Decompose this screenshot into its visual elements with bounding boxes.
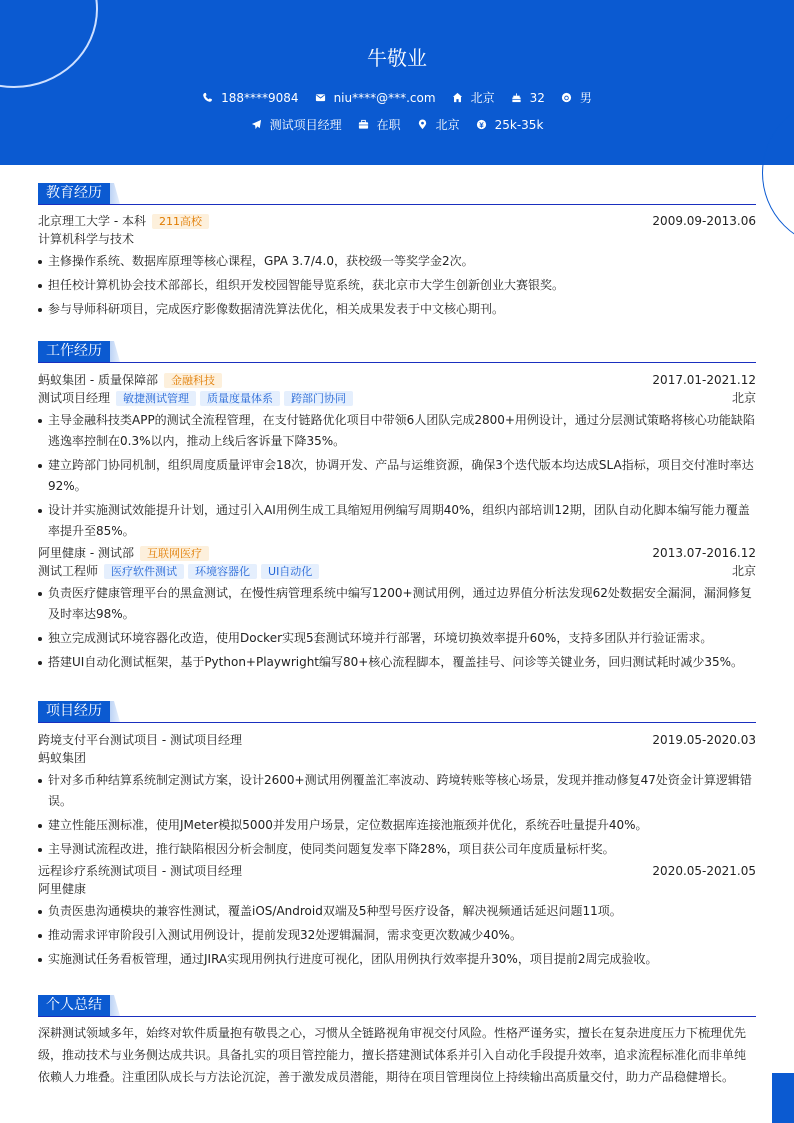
summary-section (38, 995, 756, 1088)
home-icon (452, 92, 463, 103)
list-item: 参与导师科研项目，完成医疗影像数据清洗算法优化，相关成果发表于中文核心期刊。 (38, 299, 756, 320)
salary-item: 25k-35k (476, 118, 544, 132)
job-role-row (38, 389, 756, 407)
cake-icon (511, 92, 522, 103)
gender-item: 男 (561, 89, 592, 106)
industry-tag: 互联网医疗 (140, 546, 209, 561)
status-item: 在职 (358, 116, 401, 133)
list-item: 设计并实施测试效能提升计划，通过引入AI用例生成工具缩短用例编写周期40%，组织内部培训12期，团队自动化脚本编写能力覆盖率提升至85%。 (38, 500, 756, 542)
school-name: 北京理工大学 - 本科 (38, 214, 146, 228)
list-item: 建立性能压测标准，使用JMeter模拟5000并发用户场景，定位数据库连接池瓶颈并优化，系统吞吐量提升40%。 (38, 815, 756, 836)
gender-icon (561, 92, 572, 103)
money-icon (476, 119, 487, 130)
residence-item: 北京 (452, 89, 495, 106)
job-date: 2013.07-2016.12 (652, 546, 756, 560)
list-item: 负责医疗健康管理平台的黑盒测试，在慢性病管理系统中编写1200+测试用例，通过边界值分析法发现62处数据安全漏洞，漏洞修复及时率达98%。 (38, 583, 756, 625)
project-name: 远程诊疗系统测试项目 - 测试项目经理 (38, 864, 242, 878)
resume-header (0, 0, 794, 165)
project-bullets (38, 901, 756, 970)
target-city-item: 北京 (417, 116, 460, 133)
list-item: 实施测试任务看板管理，通过JIRA实现用例执行进度可视化，团队用例执行效率提升30%，项目提前2周完成验收。 (38, 949, 756, 970)
section-title: 个人总结 (38, 995, 756, 1017)
list-item: 建立跨部门协同机制，组织周度质量评审会18次，协调开发、产品与运维资源，确保3个迭代版本均达成SLA指标，项目交付准时率达92%。 (38, 455, 756, 497)
skill-tag: UI自动化 (261, 564, 319, 579)
list-item: 主修操作系统、数据库原理等核心课程，GPA 3.7/4.0，获校级一等奖学金2次。 (38, 251, 756, 272)
summary-text: 深耕测试领域多年，始终对软件质量抱有敬畏之心，习惯从全链路视角审视交付风险。性格严谨务实，擅长在复杂进度压力下梳理优先级，推动技术与业务侧达成共识。具备扎实的项目管控能力，擅长搭建测试体系并引入自动化手段提升效率，追求流程标准化而非单纯依赖人力堆叠。注重团队成长与方法论沉淀，善于激发成员潜能，期待在项目管理岗位上持续输出高质量交付，助力产品稳健增长。 (38, 1026, 747, 1084)
list-item: 主导测试流程改进，推行缺陷根因分析会制度，使同类问题复发率下降28%，项目获公司年度质量标杆奖。 (38, 839, 756, 860)
industry-tag: 金融科技 (164, 373, 222, 388)
skill-tag: 跨部门协同 (284, 391, 353, 406)
work-section (38, 341, 756, 675)
candidate-name: 牛敬业 (367, 46, 427, 70)
job-entry-header (38, 544, 756, 562)
skill-tag: 敏捷测试管理 (116, 391, 196, 406)
phone-icon (202, 92, 213, 103)
send-icon (251, 119, 262, 130)
company-name: 阿里健康 - 测试部 (38, 546, 134, 560)
job-role: 测试工程师 (38, 564, 99, 578)
job-city: 北京 (731, 564, 756, 578)
list-item: 推动需求评审阶段引入测试用例设计，提前发现32处逻辑漏洞，需求变更次数减少40%。 (38, 925, 756, 946)
section-title: 教育经历 (38, 183, 756, 205)
company-name: 蚂蚁集团 - 质量保障部 (38, 373, 158, 387)
skill-tag: 环境容器化 (188, 564, 257, 579)
list-item: 搭建UI自动化测试框架，基于Python+Playwright编写80+核心流程脚本，覆盖挂号、问诊等关键业务，回归测试耗时减少35%。 (38, 652, 756, 673)
education-bullets (38, 251, 756, 320)
decorative-corner-block (772, 1073, 794, 1123)
target-position-item: 测试项目经理 (251, 116, 342, 133)
project-org: 蚂蚁集团 (38, 751, 87, 765)
job-bullets (38, 410, 756, 542)
briefcase-icon (358, 119, 369, 130)
skill-tag: 质量度量体系 (200, 391, 280, 406)
job-intent-row (0, 116, 794, 133)
job-city: 北京 (731, 391, 756, 405)
job-date: 2017.01-2021.12 (652, 373, 756, 387)
location-icon (417, 119, 428, 130)
contact-row (0, 89, 794, 106)
project-date: 2019.05-2020.03 (652, 733, 756, 747)
education-date: 2009.09-2013.06 (652, 214, 756, 228)
project-org-row (38, 749, 756, 767)
list-item: 负责医患沟通模块的兼容性测试，覆盖iOS/Android双端及5种型号医疗设备，解决视频通话延迟问题11项。 (38, 901, 756, 922)
job-entry-header (38, 371, 756, 389)
phone-item: 188****9084 (202, 91, 298, 105)
skill-tag: 医疗软件测试 (104, 564, 184, 579)
list-item: 主导金融科技类APP的测试全流程管理，在支付链路优化项目中带领6人团队完成2800+用例设计，通过分层测试策略将核心功能缺陷逃逸率控制在0.3%以内，推动上线后客诉量下降35%。 (38, 410, 756, 452)
job-role: 测试项目经理 (38, 391, 111, 405)
project-entry-header (38, 731, 756, 749)
education-section (38, 183, 756, 322)
projects-section (38, 701, 756, 972)
job-bullets (38, 583, 756, 673)
section-title: 工作经历 (38, 341, 756, 363)
project-org: 阿里健康 (38, 882, 87, 896)
mail-icon (315, 92, 326, 103)
list-item: 针对多币种结算系统制定测试方案，设计2600+测试用例覆盖汇率波动、跨境转账等核心场景，发现并推动修复47处资金计算逻辑错误。 (38, 770, 756, 812)
project-bullets (38, 770, 756, 860)
list-item: 担任校计算机协会技术部部长，组织开发校园智能导览系统，获北京市大学生创新创业大赛银奖。 (38, 275, 756, 296)
project-org-row (38, 880, 756, 898)
section-title: 项目经历 (38, 701, 756, 723)
email-item: niu****@***.com (315, 91, 436, 105)
major-row (38, 230, 756, 248)
job-role-row (38, 562, 756, 580)
age-item: 32 (511, 91, 545, 105)
project-name: 跨境支付平台测试项目 - 测试项目经理 (38, 733, 242, 747)
education-entry-header (38, 212, 756, 230)
project-entry-header (38, 862, 756, 880)
major: 计算机科学与技术 (38, 232, 135, 246)
list-item: 独立完成测试环境容器化改造，使用Docker实现5套测试环境并行部署，环境切换效率提升60%，支持多团队并行验证需求。 (38, 628, 756, 649)
project-date: 2020.05-2021.05 (652, 864, 756, 878)
school-tag: 211高校 (152, 214, 209, 229)
